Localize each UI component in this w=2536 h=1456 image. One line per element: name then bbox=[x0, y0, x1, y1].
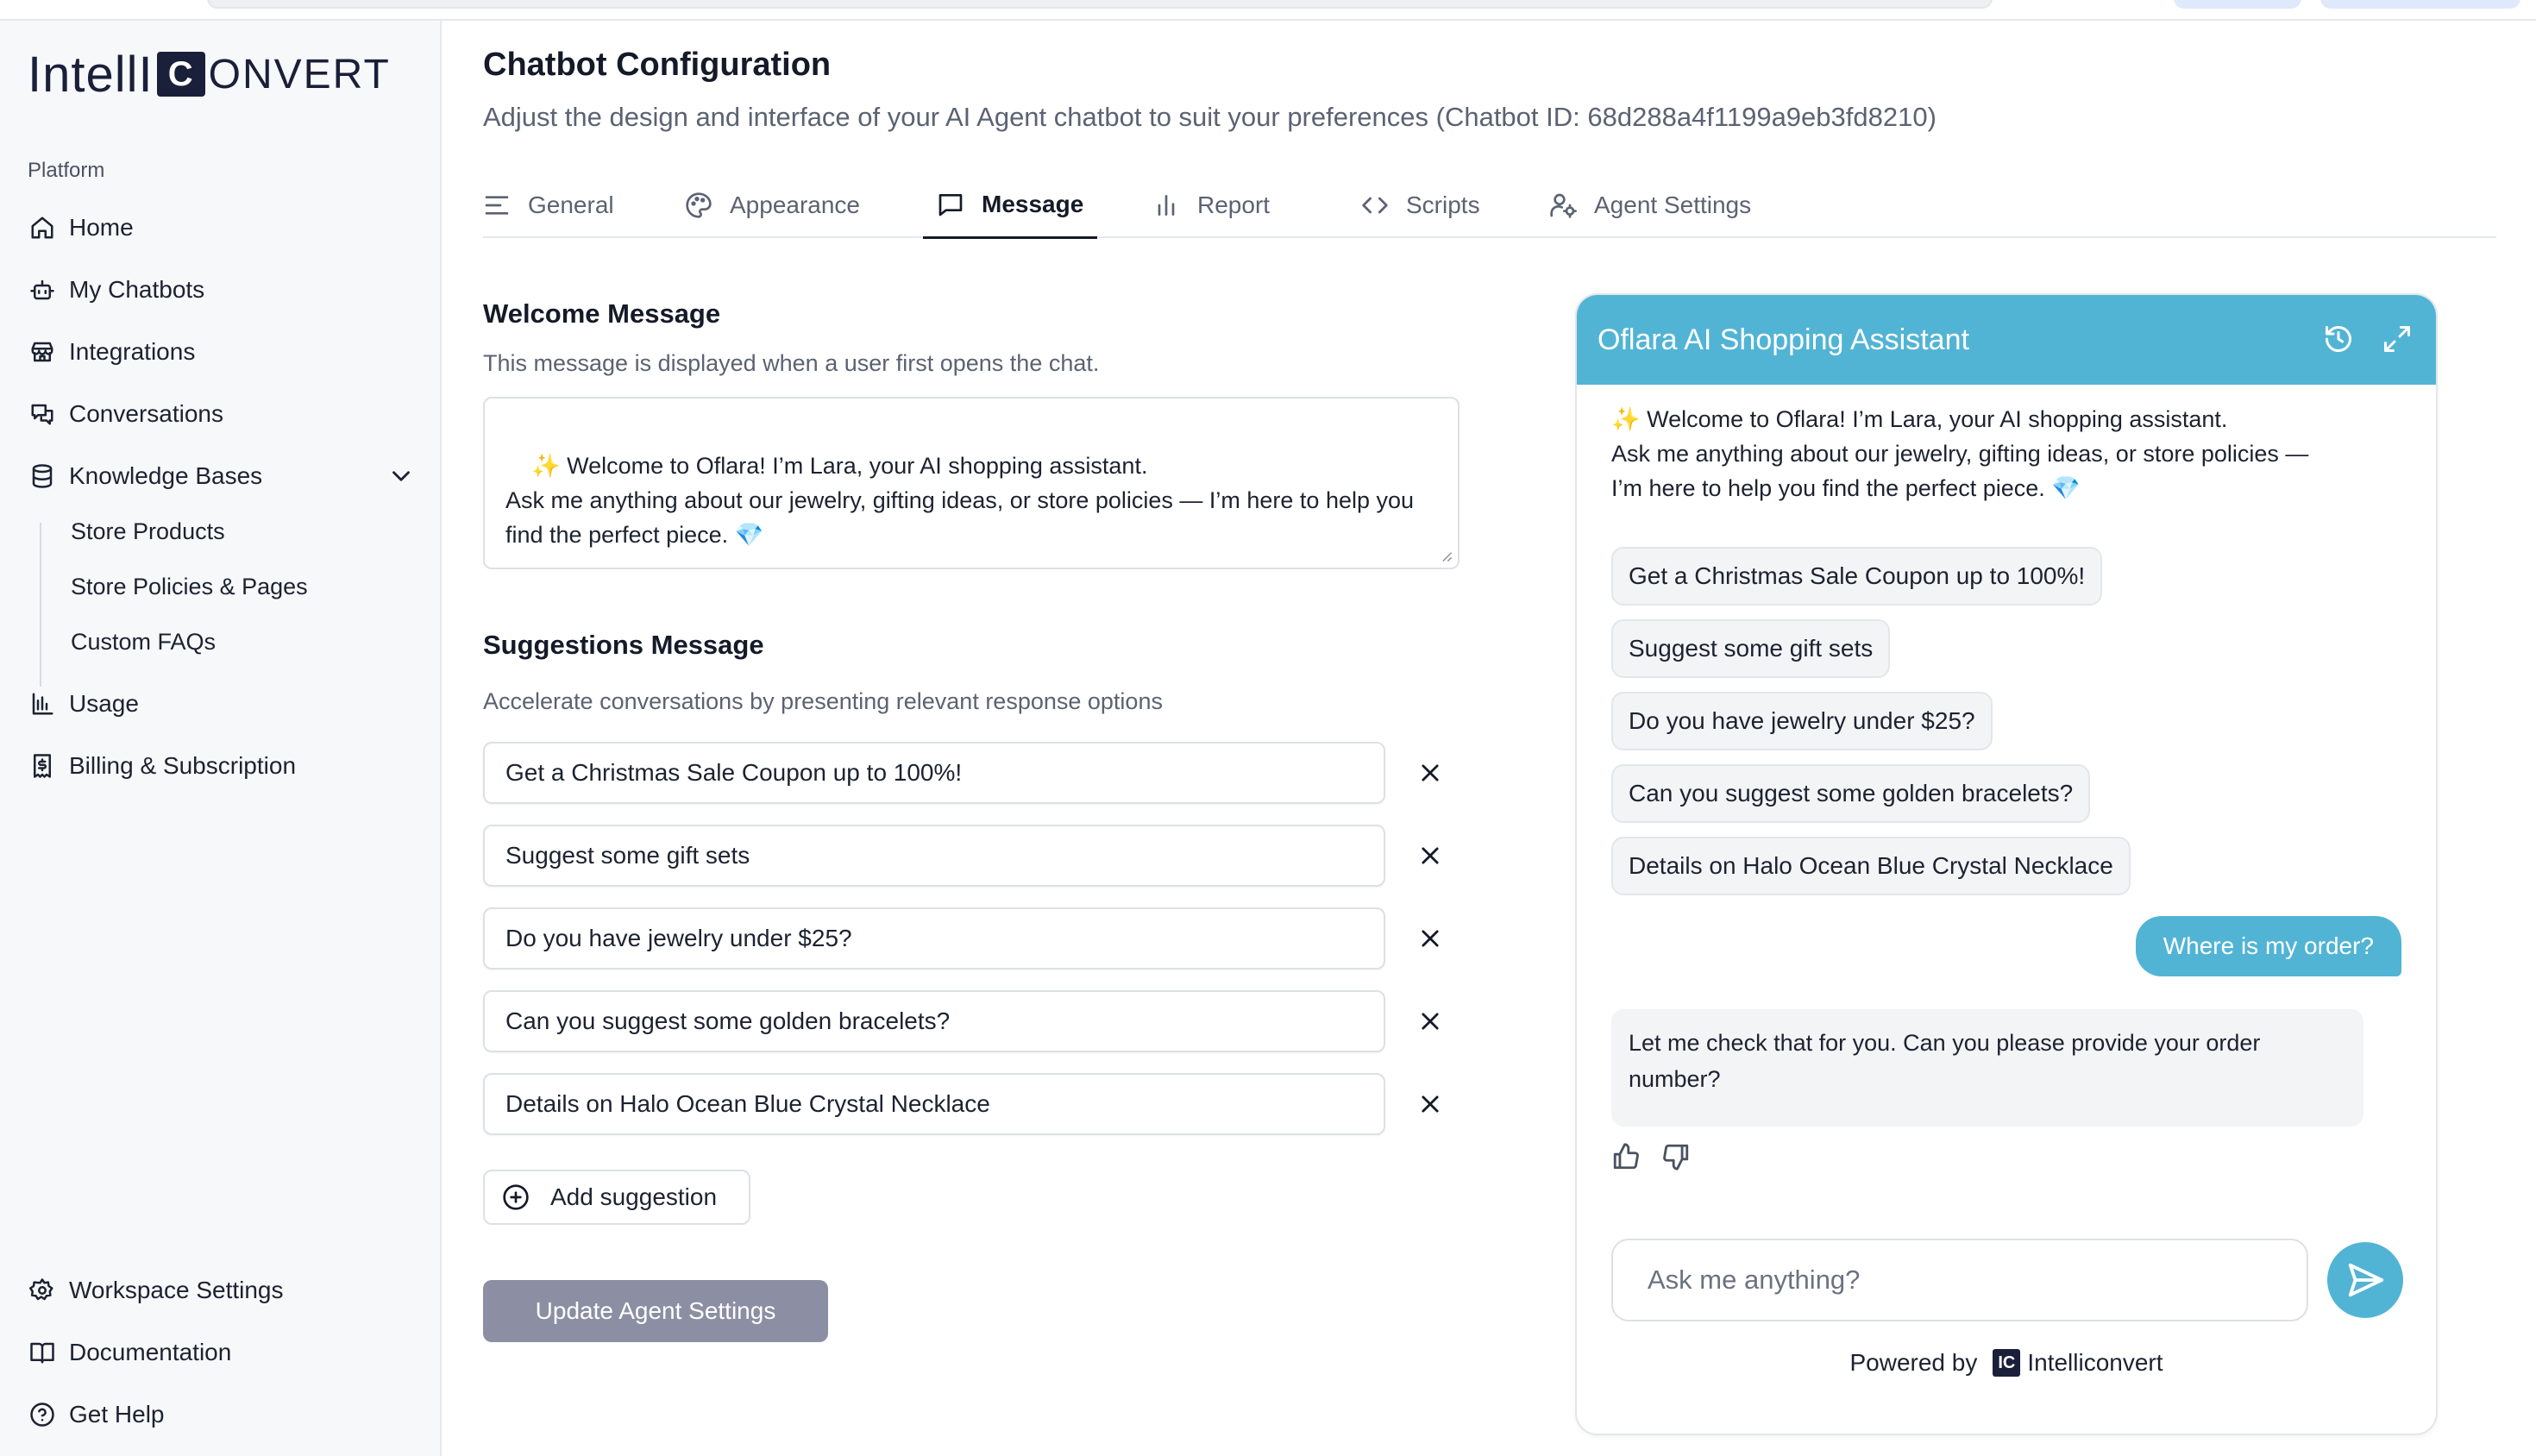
sidebar-item-label: Documentation bbox=[69, 1339, 232, 1365]
sidebar-section-label: Platform bbox=[28, 159, 105, 182]
powered-by-label: Powered by bbox=[1849, 1349, 1978, 1376]
sidebar-item-workspace-settings[interactable] bbox=[28, 1265, 416, 1316]
message-square-icon bbox=[937, 191, 964, 218]
suggestion-chip[interactable]: Can you suggest some golden bracelets? bbox=[1611, 764, 2090, 823]
tab-label: Report bbox=[1197, 191, 1271, 218]
sidebar-item-conversations[interactable] bbox=[28, 388, 416, 440]
close-icon[interactable] bbox=[1413, 1087, 1447, 1121]
bar-chart-icon bbox=[28, 689, 57, 719]
sidebar-subitem-store-products[interactable]: Store Products bbox=[71, 518, 225, 544]
sidebar-item-documentation[interactable] bbox=[28, 1327, 416, 1378]
sidebar-item-label: Conversations bbox=[69, 400, 223, 427]
chat-preview-widget bbox=[1575, 293, 2438, 1435]
tab-scripts[interactable] bbox=[1361, 173, 1480, 238]
help-circle-icon bbox=[28, 1400, 57, 1429]
page-subtitle: Adjust the design and interface of your AI Agent chatbot to suit your preferences (Chatbot ID: 68d288a4f1199a9eb3fd8210) bbox=[483, 102, 1937, 132]
sidebar-item-integrations[interactable] bbox=[28, 326, 416, 378]
sidebar-item-label: My Chatbots bbox=[69, 276, 205, 303]
suggestion-input[interactable]: Get a Christmas Sale Coupon up to 100%! bbox=[483, 742, 1385, 804]
top-pill-button[interactable] bbox=[2174, 0, 2301, 9]
tab-bar bbox=[483, 173, 2496, 238]
logo-text-start: IntellI bbox=[28, 46, 154, 103]
top-pill-button[interactable] bbox=[2320, 0, 2520, 9]
top-search-bar[interactable] bbox=[207, 0, 1993, 9]
tab-general[interactable] bbox=[483, 173, 614, 238]
page-title: Chatbot Configuration bbox=[483, 47, 832, 83]
expand-icon[interactable] bbox=[2379, 321, 2415, 357]
resize-handle-icon[interactable] bbox=[1441, 550, 1453, 562]
tab-agent-settings[interactable] bbox=[1549, 173, 1751, 238]
plus-circle-icon bbox=[502, 1183, 530, 1211]
bot-icon bbox=[28, 275, 57, 304]
sidebar-subitem-custom-faqs[interactable]: Custom FAQs bbox=[71, 628, 217, 655]
powered-by-brand[interactable]: Intelliconvert bbox=[2027, 1349, 2163, 1376]
suggestion-input[interactable]: Suggest some gift sets bbox=[483, 825, 1385, 887]
bot-reply-bubble: Let me check that for you. Can you please provide your order number? bbox=[1611, 1009, 2363, 1127]
close-icon[interactable] bbox=[1413, 1004, 1447, 1039]
close-icon[interactable] bbox=[1413, 756, 1447, 790]
sidebar-item-get-help[interactable] bbox=[28, 1389, 416, 1440]
tab-label: General bbox=[528, 191, 614, 218]
chat-bubbles-icon bbox=[28, 399, 57, 429]
welcome-message-textarea[interactable] bbox=[483, 397, 1459, 569]
suggestion-input[interactable]: Details on Halo Ocean Blue Crystal Necklace bbox=[483, 1073, 1385, 1135]
tab-label: Appearance bbox=[730, 191, 861, 218]
close-icon[interactable] bbox=[1413, 838, 1447, 873]
logo-mark: C bbox=[157, 52, 205, 97]
code-icon bbox=[1361, 191, 1389, 219]
store-icon bbox=[28, 337, 57, 367]
sidebar-item-home[interactable] bbox=[28, 202, 416, 254]
main-content bbox=[442, 21, 2536, 1456]
suggestion-chip[interactable]: Get a Christmas Sale Coupon up to 100%! bbox=[1611, 547, 2102, 606]
user-cog-icon bbox=[1549, 191, 1577, 219]
send-icon bbox=[2345, 1260, 2385, 1300]
tab-appearance[interactable] bbox=[685, 173, 860, 238]
suggestions-heading: Suggestions Message bbox=[483, 630, 764, 660]
suggestion-input[interactable]: Can you suggest some golden bracelets? bbox=[483, 990, 1385, 1052]
suggestion-input[interactable]: Do you have jewelry under $25? bbox=[483, 907, 1385, 970]
sidebar-item-label: Integrations bbox=[69, 338, 196, 365]
suggestion-chip[interactable]: Do you have jewelry under $25? bbox=[1611, 692, 1993, 750]
palette-icon bbox=[685, 191, 712, 219]
sidebar-item-label: Billing & Subscription bbox=[69, 752, 297, 779]
suggestion-chip[interactable]: Details on Halo Ocean Blue Crystal Necklace bbox=[1611, 837, 2131, 895]
sidebar-item-label: Home bbox=[69, 214, 134, 241]
powered-by bbox=[1577, 1349, 2436, 1377]
logo-text-end: ONVERT bbox=[208, 51, 391, 97]
subnav-divider bbox=[40, 523, 41, 687]
add-suggestion-label: Add suggestion bbox=[550, 1183, 718, 1210]
bar-chart-icon bbox=[1152, 191, 1180, 219]
welcome-help-text: This message is displayed when a user first opens the chat. bbox=[483, 350, 1100, 376]
sidebar-subitem-store-policies[interactable]: Store Policies & Pages bbox=[71, 573, 308, 599]
sidebar-item-label: Workspace Settings bbox=[69, 1277, 284, 1303]
thumbs-down-icon[interactable] bbox=[1661, 1142, 1692, 1173]
intelliconvert-logo-icon: IC bbox=[1993, 1349, 2020, 1377]
sidebar-item-my-chatbots[interactable] bbox=[28, 264, 416, 316]
gear-icon bbox=[28, 1276, 57, 1305]
welcome-heading: Welcome Message bbox=[483, 298, 721, 329]
sidebar-item-knowledge-bases[interactable] bbox=[28, 450, 416, 502]
top-bar bbox=[0, 0, 2536, 21]
tab-label: Message bbox=[982, 191, 1084, 217]
suggestion-chip[interactable]: Suggest some gift sets bbox=[1611, 619, 1890, 678]
send-button[interactable] bbox=[2327, 1242, 2403, 1318]
lines-icon bbox=[483, 191, 511, 219]
chat-title: Oflara AI Shopping Assistant bbox=[1598, 323, 1969, 356]
thumbs-up-icon[interactable] bbox=[1611, 1142, 1642, 1173]
home-icon bbox=[28, 213, 57, 242]
sidebar-item-label: Knowledge Bases bbox=[69, 462, 263, 489]
tab-label: Agent Settings bbox=[1594, 191, 1752, 218]
chevron-down-icon[interactable] bbox=[386, 461, 416, 491]
brand-logo[interactable] bbox=[28, 46, 391, 103]
tab-label: Scripts bbox=[1406, 191, 1480, 218]
sidebar bbox=[0, 21, 442, 1456]
tab-message[interactable] bbox=[923, 173, 1097, 239]
tab-report[interactable] bbox=[1152, 173, 1270, 238]
receipt-icon bbox=[28, 751, 57, 781]
add-suggestion-button[interactable] bbox=[483, 1170, 750, 1225]
history-icon[interactable] bbox=[2320, 321, 2357, 357]
chat-welcome-message: ✨ Welcome to Oflara! I’m Lara, your AI shopping assistant. Ask me anything about our jewelry, gifting ideas, or store policies — I’m here to help you find the perfect piece. 💎 bbox=[1611, 406, 2309, 501]
database-icon bbox=[28, 461, 57, 491]
close-icon[interactable] bbox=[1413, 921, 1447, 956]
welcome-message-value: ✨ Welcome to Oflara! I’m Lara, your AI shopping assistant. Ask me anything about our jewelry, gifting ideas, or store policies — I’m here to help you find the perfect piece. 💎 bbox=[505, 453, 1415, 548]
chat-message-input[interactable] bbox=[1611, 1239, 2308, 1321]
chat-header bbox=[1577, 295, 2436, 385]
book-icon bbox=[28, 1338, 57, 1367]
user-message-bubble: Where is my order? bbox=[2136, 916, 2401, 976]
sidebar-item-usage[interactable] bbox=[28, 678, 416, 730]
sidebar-item-billing[interactable] bbox=[28, 740, 416, 792]
sidebar-item-label: Get Help bbox=[69, 1401, 165, 1428]
sidebar-item-label: Usage bbox=[69, 690, 139, 717]
update-agent-settings-button[interactable]: Update Agent Settings bbox=[483, 1280, 828, 1342]
suggestions-help-text: Accelerate conversations by presenting relevant response options bbox=[483, 688, 1163, 714]
